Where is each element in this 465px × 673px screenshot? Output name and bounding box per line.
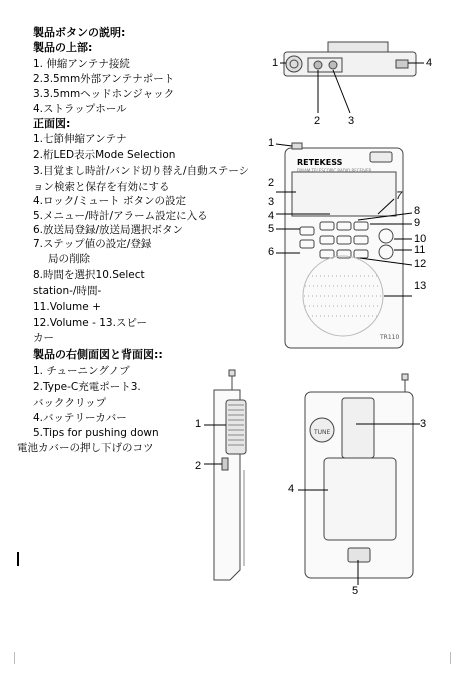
callout-front-10: 10 [414,233,427,245]
callout-front-4: 4 [268,210,275,222]
callout-front-2: 2 [268,177,275,189]
front-item: 11.Volume + [33,301,101,313]
heading-top: 製品の上部: [33,41,93,54]
front-item: 5.メニュー/時計/アラーム設定に入る [33,210,208,222]
top-item: 3.3.5mmヘッドホンジャック [33,88,175,100]
heading-buttons: 製品ボタンの説明: [33,26,126,39]
callout-front-13: 13 [414,280,427,292]
callout-front-1: 1 [268,137,275,149]
radio-back-view [298,374,420,585]
callout-top-2: 2 [314,115,321,127]
front-item: 3.目覚まし時計/バンド切り替え/自動ステーシ [33,165,250,177]
callout-back-4: 4 [288,483,295,495]
radio-side-view [204,370,246,580]
callout-front-11: 11 [414,244,426,256]
side-item: 4.バッテリーカバー [33,412,127,424]
radio-top-view [280,42,424,113]
front-item: 1.七節伸縮アンテナ [33,133,127,145]
front-item: 6.放送局登録/放送局選択ボタン [33,224,184,236]
side-item: 電池カバーの押し下げのコツ [17,442,154,454]
top-item: 4.ストラップホール [33,103,127,115]
side-item: 5.Tips for pushing down [33,427,159,439]
front-item: 7.ステップ値の設定/登録 [33,238,152,250]
callout-front-9: 9 [414,217,421,229]
top-item: 1. 伸縮アンテナ接続 [33,58,130,70]
front-item: カー [33,332,54,344]
callout-front-7: 7 [396,190,403,202]
front-item: ョン検索と保存を有効にする [33,181,170,193]
heading-front: 正面図: [33,117,71,130]
model-label: TR110 [380,334,400,341]
radio-subtitle: FM/AM TELESCOPIC RADIO RECEIVER [297,168,372,173]
front-item: 局の削除 [48,253,90,265]
callout-top-1: 1 [272,57,279,69]
callout-front-6: 6 [268,246,275,258]
front-item: station-/時間- [33,285,102,297]
callout-front-5: 5 [268,223,275,235]
callout-front-3: 3 [268,196,275,208]
side-item: バッククリップ [33,397,107,409]
callout-side-1: 1 [195,418,202,430]
side-item: 1. チューニングノブ [33,365,130,377]
callout-back-3: 3 [420,418,427,430]
callout-top-3: 3 [348,115,355,127]
front-item: 8.時間を選択10.Select [33,269,145,281]
top-item: 2.3.5mm外部アンテナポート [33,73,175,85]
callout-front-8: 8 [414,205,421,217]
tune-label: TUNE [314,429,331,436]
callout-top-4: 4 [426,57,433,69]
front-item: 2.桁LED表示Mode Selection [33,149,176,161]
brand-logo-text: RETEKESS [297,158,343,167]
callout-side-2: 2 [195,460,202,472]
side-item: 2.Type-C充電ポート3. [33,381,141,393]
heading-side: 製品の右側面図と背面図:: [33,348,163,361]
front-item: 4.ロック/ミュート ボタンの設定 [33,195,186,207]
callout-front-12: 12 [414,258,427,270]
callout-back-5: 5 [352,585,359,597]
front-item: 12.Volume - 13.スピー [33,317,147,329]
